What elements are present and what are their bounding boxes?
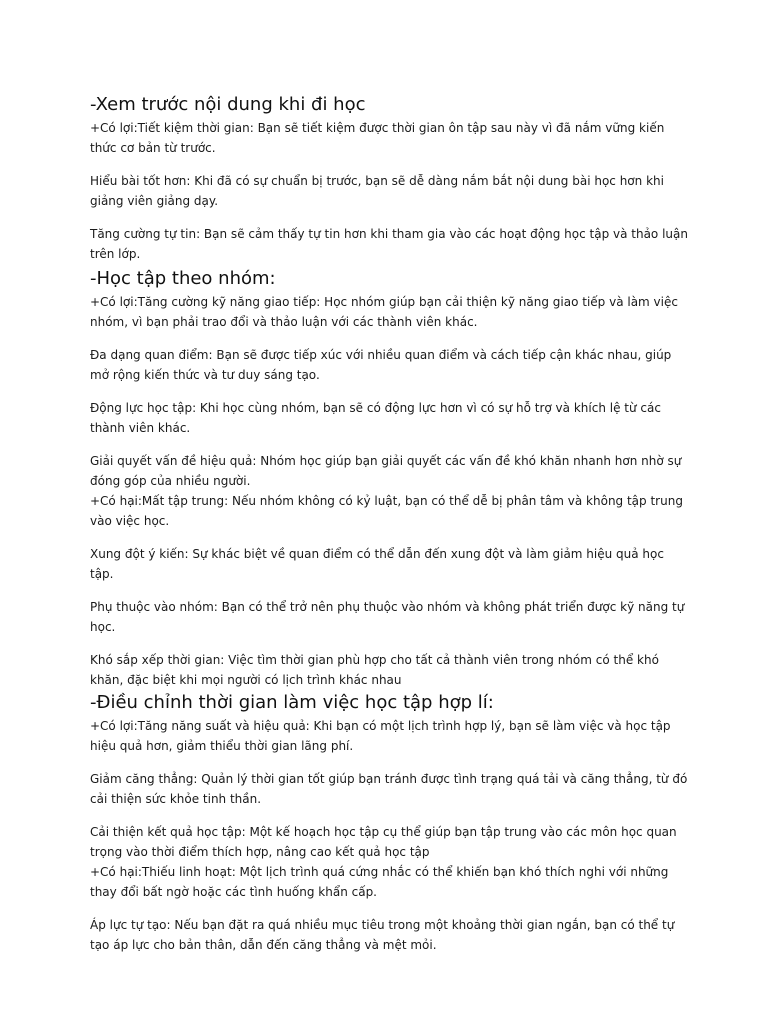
paragraph: Hiểu bài tốt hơn: Khi đã có sự chuẩn bị trước, bạn sẽ dễ dàng nắm bắt nội dung bài học hơn khi giảng viên giảng dạy. bbox=[90, 174, 664, 208]
paragraph: Áp lực tự tạo: Nếu bạn đặt ra quá nhiều mục tiêu trong một khoảng thời gian ngắn, bạn có thể tự tạo áp lực cho bản thân, dẫn đến căng thẳng và mệt mỏi. bbox=[90, 918, 675, 952]
paragraph: Đa dạng quan điểm: Bạn sẽ được tiếp xúc với nhiều quan điểm và cách tiếp cận khác nhau, giúp mở rộng kiến thức và tư duy sáng tạo. bbox=[90, 348, 672, 382]
paragraph: Phụ thuộc vào nhóm: Bạn có thể trở nên phụ thuộc vào nhóm và không phát triển được kỹ năng tự học. bbox=[90, 600, 685, 634]
paragraph: Xung đột ý kiến: Sự khác biệt về quan điểm có thể dẫn đến xung đột và làm giảm hiệu quả học tập. bbox=[90, 547, 664, 581]
document-page bbox=[90, 92, 690, 955]
paragraph: +Có lợi:Tăng cường kỹ năng giao tiếp: Học nhóm giúp bạn cải thiện kỹ năng giao tiếp và làm việc nhóm, vì bạn phải trao đổi và thảo luận với các thành viên khác. bbox=[90, 295, 678, 329]
paragraph: +Có hại:Mất tập trung: Nếu nhóm không có kỷ luật, bạn có thể dễ bị phân tâm và không tập trung vào việc học. bbox=[90, 494, 683, 528]
paragraph: Giảm căng thẳng: Quản lý thời gian tốt giúp bạn tránh được tình trạng quá tải và căng thẳng, từ đó cải thiện sức khỏe tinh thần. bbox=[90, 772, 688, 806]
paragraph: Động lực học tập: Khi học cùng nhóm, bạn sẽ có động lực hơn vì có sự hỗ trợ và khích lệ từ các thành viên khác. bbox=[90, 401, 661, 435]
section-heading: -Xem trước nội dung khi đi học bbox=[90, 94, 366, 115]
paragraph: +Có hại:Thiếu linh hoạt: Một lịch trình quá cứng nhắc có thể khiến bạn khó thích nghi với những thay đổi bất ngờ hoặc các tình huống khẩn cấp. bbox=[90, 865, 669, 899]
section-time-management bbox=[90, 690, 690, 955]
paragraph: Cải thiện kết quả học tập: Một kế hoạch học tập cụ thể giúp bạn tập trung vào các môn học quan trọng vào thời điểm thích hợp, nâng cao kết quả học tập bbox=[90, 825, 677, 859]
section-preview bbox=[90, 92, 690, 264]
paragraph: Khó sắp xếp thời gian: Việc tìm thời gian phù hợp cho tất cả thành viên trong nhóm có thể khó khăn, đặc biệt khi mọi người có lịch trình khác nhau bbox=[90, 653, 659, 687]
paragraph: +Có lợi:Tăng năng suất và hiệu quả: Khi bạn có một lịch trình hợp lý, bạn sẽ làm việc và học tập hiệu quả hơn, giảm thiểu thời gian lãng phí. bbox=[90, 719, 671, 753]
paragraph: +Có lợi:Tiết kiệm thời gian: Bạn sẽ tiết kiệm được thời gian ôn tập sau này vì đã nắm vững kiến thức cơ bản từ trước. bbox=[90, 121, 665, 155]
section-heading: -Học tập theo nhóm: bbox=[90, 268, 276, 289]
section-group-study bbox=[90, 266, 690, 690]
paragraph: Tăng cường tự tin: Bạn sẽ cảm thấy tự tin hơn khi tham gia vào các hoạt động học tập và thảo luận trên lớp. bbox=[90, 227, 688, 261]
section-heading: -Điều chỉnh thời gian làm việc học tập hợp lí: bbox=[90, 692, 494, 713]
paragraph: Giải quyết vấn đề hiệu quả: Nhóm học giúp bạn giải quyết các vấn đề khó khăn nhanh hơn nhờ sự đóng góp của nhiều người. bbox=[90, 454, 682, 488]
